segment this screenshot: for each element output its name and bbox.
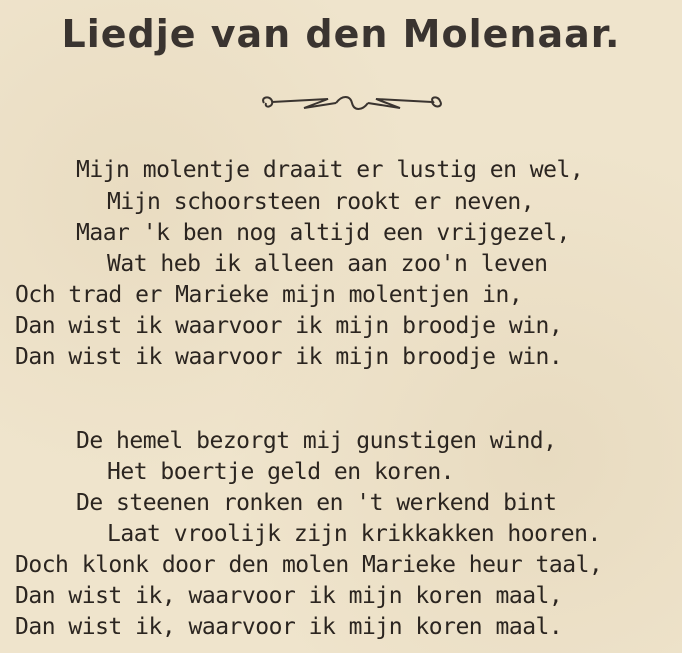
verse-line: Doch klonk door den molen Marieke heur taal, — [15, 552, 603, 578]
verse-line: Dan wist ik waarvoor ik mijn broodje win, — [15, 313, 563, 339]
verse-line: Dan wist ik, waarvoor ik mijn koren maal. — [15, 614, 563, 640]
verse-line: Wat heb ik alleen aan zoo'n leven — [107, 251, 548, 277]
verse-line: De steenen ronken en 't werkend bint — [76, 490, 557, 516]
verse-line: Och trad er Marieke mijn molentjen in, — [15, 282, 523, 308]
decorative-flourish-icon — [258, 93, 446, 113]
verse-line: Dan wist ik, waarvoor ik mijn koren maal, — [15, 583, 563, 609]
verse-line: De hemel bezorgt mij gunstigen wind, — [76, 428, 557, 454]
verse-line: Dan wist ik waarvoor ik mijn broodje win. — [15, 344, 563, 370]
verse-line: Laat vroolijk zijn krikkakken hooren. — [107, 521, 601, 547]
verse-line: Maar 'k ben nog altijd een vrijgezel, — [76, 220, 570, 246]
verse-line: Mijn molentje draait er lustig en wel, — [76, 157, 584, 183]
song-title: Liedje van den Molenaar. — [61, 12, 621, 56]
verse-line: Het boertje geld en koren. — [107, 459, 455, 485]
verse-line: Mijn schoorsteen rookt er neven, — [107, 189, 535, 215]
